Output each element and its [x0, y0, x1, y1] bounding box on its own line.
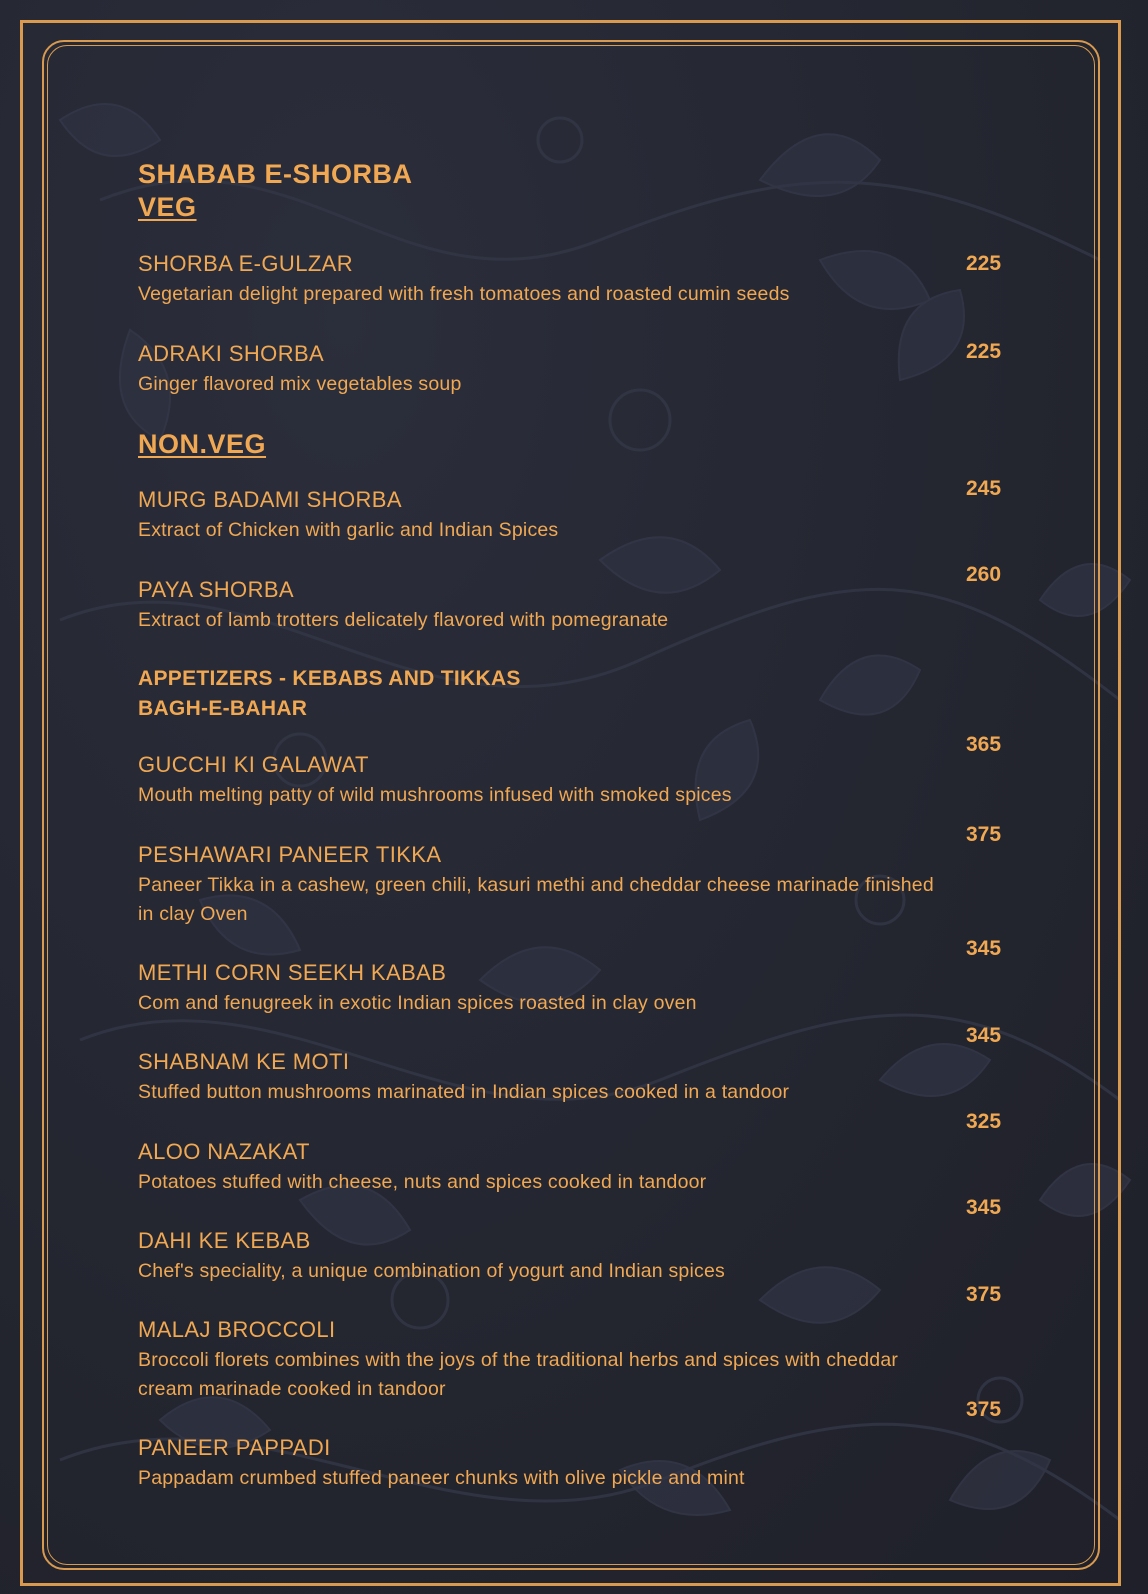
menu-item-desc: Stuffed button mushrooms marinated in Indian spices cooked in a tandoor: [138, 1081, 790, 1103]
section-title-shorba: SHABAB E-SHORBA: [138, 159, 413, 189]
menu-item-price: 260: [966, 563, 1002, 586]
menu-item-name: DAHI KE KEBAB: [138, 1228, 311, 1253]
menu-item-desc: Extract of lamb trotters delicately flavored with pomegranate: [138, 609, 669, 631]
menu-item-desc: Extract of Chicken with garlic and Indian Spices: [138, 519, 559, 541]
menu-item-desc: Broccoli florets combines with the joys of the traditional herbs and spices with cheddar cream marinade cooked in tandoor: [138, 1349, 899, 1400]
menu-item-desc: Vegetarian delight prepared with fresh tomatoes and roasted cumin seeds: [138, 283, 790, 305]
menu-item-name: SHORBA E-GULZAR: [138, 251, 354, 276]
menu-item-name: PAYA SHORBA: [138, 577, 295, 602]
menu-item-price: 365: [966, 733, 1002, 756]
menu-item-desc: Paneer Tikka in a cashew, green chili, kasuri methi and cheddar cheese marinade finished in clay Oven: [138, 874, 934, 925]
menu-item-desc: Com and fenugreek in exotic Indian spices roasted in clay oven: [138, 992, 697, 1014]
menu-item-price: 325: [966, 1110, 1002, 1133]
menu-item-desc: Ginger flavored mix vegetables soup: [138, 373, 462, 395]
menu-item-name: PESHAWARI PANEER TIKKA: [138, 842, 442, 867]
menu-item-price: 375: [966, 823, 1002, 846]
menu-item-desc: Chef's speciality, a unique combination of yogurt and Indian spices: [138, 1260, 725, 1282]
section-subtitle-bagh-e-bahar: BAGH-E-BAHAR: [138, 697, 308, 720]
menu-item-name: ALOO NAZAKAT: [138, 1139, 310, 1164]
menu-item-desc: Mouth melting patty of wild mushrooms infused with smoked spices: [138, 784, 732, 806]
menu-item-price: 225: [966, 340, 1002, 363]
menu-item-name: GUCCHI KI GALAWAT: [138, 752, 369, 777]
section-title-nonveg: NON.VEG: [138, 429, 267, 459]
menu-item-name: MURG BADAMI SHORBA: [138, 487, 402, 512]
menu-item-price: 345: [966, 937, 1002, 960]
menu-item-price: 245: [966, 477, 1002, 500]
menu-item-price: 225: [966, 252, 1002, 275]
menu-item-name: SHABNAM KE MOTI: [138, 1049, 350, 1074]
menu-item-desc: Potatoes stuffed with cheese, nuts and spices cooked in tandoor: [138, 1171, 707, 1193]
menu-item-price: 345: [966, 1024, 1002, 1047]
menu-item-name: MALAJ BROCCOLI: [138, 1317, 336, 1342]
menu-item-price: 375: [966, 1398, 1002, 1421]
section-title-appetizers: APPETIZERS - KEBABS AND TIKKAS: [138, 667, 521, 690]
menu-item-price: 345: [966, 1196, 1002, 1219]
menu-item-price: 375: [966, 1283, 1002, 1306]
menu-item-name: METHI CORN SEEKH KABAB: [138, 960, 447, 985]
section-title-veg: VEG: [138, 192, 197, 222]
menu-item-desc: Pappadam crumbed stuffed paneer chunks with olive pickle and mint: [138, 1467, 745, 1489]
menu-item-name: ADRAKI SHORBA: [138, 341, 325, 366]
menu-item-name: PANEER PAPPADI: [138, 1435, 331, 1460]
